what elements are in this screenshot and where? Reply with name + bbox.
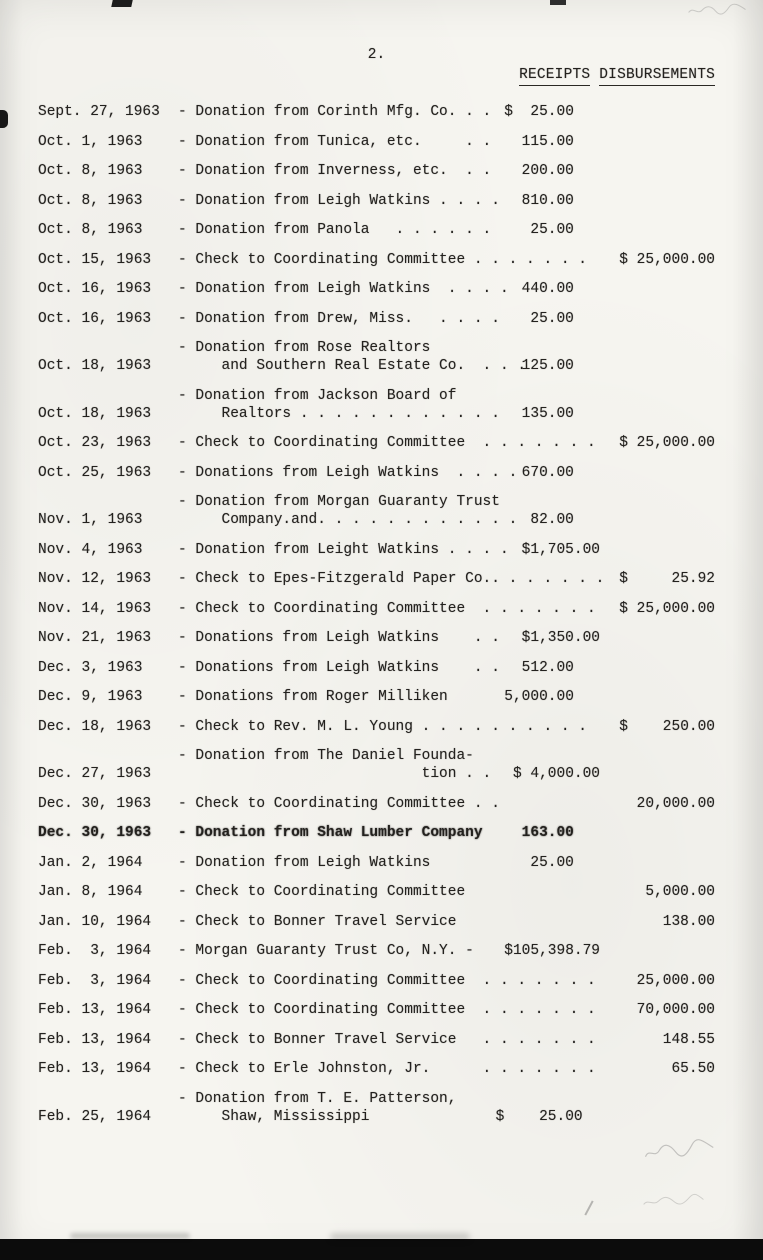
- entry-receipt-amount: 25.00: [530, 310, 600, 327]
- ledger-row: [38, 133, 715, 151]
- pencil-scribble-icon: [681, 0, 754, 19]
- entry-date: Nov. 21, 1963: [38, 630, 152, 646]
- ledger-row: [38, 387, 715, 423]
- scan-artifact-smudge: [70, 1233, 190, 1239]
- entry-date: Oct. 23, 1963: [38, 435, 152, 451]
- entry-description: - Check to Epes-Fitzgerald Paper Co.. . . . . . .: [178, 571, 605, 587]
- pencil-scribble-icon: [635, 1189, 712, 1210]
- entry-date: Jan. 8, 1964: [38, 884, 143, 900]
- scan-artifact-smudge: [330, 1233, 470, 1241]
- entry-receipt-amount: 82.00: [530, 512, 600, 528]
- entry-date: Oct. 16, 1963: [38, 281, 152, 297]
- entry-description: - Donation from Rose Realtors and Southern Real Estate Co. . . .: [178, 340, 527, 374]
- entry-receipt-amount: 200.00: [521, 163, 600, 179]
- ledger-row: [38, 493, 715, 529]
- ledger-row: [38, 192, 715, 210]
- entry-disbursement-amount: $ 25,000.00: [619, 435, 715, 451]
- entry-date: Oct. 16, 1963: [38, 310, 152, 327]
- entry-receipt-amount: 163.00: [521, 825, 600, 841]
- entry-receipt-amount: 115.00: [521, 133, 600, 150]
- entry-description: - Donation from Tunica, etc. . .: [178, 133, 492, 150]
- entry-receipt-amount: $ 4,000.00: [512, 766, 600, 782]
- entry-description: - Check to Rev. M. L. Young . . . . . . . . . .: [178, 718, 587, 735]
- entry-date: Feb. 13, 1964: [38, 1002, 152, 1018]
- entry-date: Nov. 14, 1963: [38, 600, 152, 617]
- entry-description: - Donation from Jackson Board of Realtors . . . . . . . . . . . .: [178, 387, 500, 422]
- entry-description: - Check to Bonner Travel Service: [178, 913, 457, 930]
- entry-disbursement-amount: 5,000.00: [645, 884, 715, 900]
- entry-date: Feb. 3, 1964: [38, 972, 152, 989]
- entry-description: - Donation from T. E. Patterson, Shaw, Mississippi: [178, 1090, 457, 1125]
- ledger-row: [38, 1031, 715, 1049]
- entry-description: - Donation from Inverness, etc. . .: [178, 163, 492, 179]
- ledger-row: [38, 795, 715, 813]
- entry-description: - Donation from Leigh Watkins . . . .: [178, 281, 509, 297]
- entry-description: - Donation from Morgan Guaranty Trust Company.and. . . . . . . . . . . .: [178, 494, 518, 528]
- entry-receipt-amount: $ 25.00: [495, 1108, 600, 1125]
- entry-disbursement-amount: 25,000.00: [636, 972, 715, 989]
- entry-description: - Check to Bonner Travel Service . . . . . . .: [178, 1031, 596, 1048]
- ledger-row: [38, 162, 715, 180]
- entry-receipt-amount: $1,350.00: [521, 630, 600, 646]
- entry-date: Dec. 18, 1963: [38, 718, 152, 735]
- entry-description: - Donation from Corinth Mfg. Co. . .: [178, 104, 492, 120]
- entry-description: - Check to Coordinating Committee . . . . . . .: [178, 435, 596, 451]
- entry-description: - Donation from The Daniel Founda- tion . .: [178, 748, 492, 782]
- ledger-row: [38, 1060, 715, 1078]
- ledger-row: [38, 310, 715, 328]
- entry-date: Dec. 30, 1963: [38, 795, 152, 812]
- entry-disbursement-amount: $ 250.00: [619, 718, 715, 735]
- entry-date: Oct. 18, 1963: [38, 358, 152, 374]
- entry-date: Dec. 9, 1963: [38, 689, 143, 705]
- ledger-row: [38, 747, 715, 783]
- entry-description: - Donation from Drew, Miss. . . . .: [178, 310, 500, 327]
- ledger-row: [38, 824, 715, 842]
- entry-date: Oct. 25, 1963: [38, 464, 152, 481]
- entry-date: Jan. 10, 1964: [38, 913, 152, 930]
- entry-receipt-amount: 512.00: [521, 659, 600, 676]
- entry-disbursement-amount: 148.55: [662, 1031, 715, 1048]
- ledger-row: [38, 434, 715, 452]
- entry-date: Dec. 30, 1963: [38, 825, 152, 841]
- ledger-row: [38, 972, 715, 990]
- ledger-row: [38, 280, 715, 298]
- entry-receipt-amount: 135.00: [521, 405, 600, 422]
- entry-description: - Donations from Leigh Watkins . .: [178, 659, 500, 676]
- entry-description: - Check to Erle Johnston, Jr. . . . . . . .: [178, 1061, 596, 1077]
- ledger: [38, 103, 715, 1126]
- entry-description: - Donation from Leigh Watkins: [178, 854, 431, 871]
- entry-disbursement-amount: 70,000.00: [636, 1002, 715, 1018]
- entry-date: Jan. 2, 1964: [38, 854, 143, 871]
- entry-date: Oct. 8, 1963: [38, 222, 143, 238]
- entry-date: Sept. 27, 1963: [38, 104, 160, 120]
- ledger-row: [38, 103, 715, 121]
- entry-date: Nov. 12, 1963: [38, 571, 152, 587]
- entry-receipt-amount: 25.00: [530, 854, 600, 871]
- entry-description: - Donation from Panola . . . . . .: [178, 222, 492, 238]
- entry-receipt-amount: 125.00: [521, 358, 600, 374]
- entry-description: - Check to Coordinating Committee . .: [178, 795, 500, 812]
- ledger-row: [38, 913, 715, 931]
- entry-receipt-amount: 440.00: [521, 281, 600, 297]
- entry-receipt-amount: $1,705.00: [521, 541, 600, 558]
- entry-description: - Donations from Leigh Watkins . .: [178, 630, 500, 646]
- column-headers: [38, 66, 715, 86]
- entry-date: Feb. 25, 1964: [38, 1108, 152, 1125]
- ledger-row: [38, 1001, 715, 1019]
- disbursements-column-header: DISBURSEMENTS: [599, 66, 715, 86]
- entry-description: - Check to Coordinating Committee . . . . . . .: [178, 972, 596, 989]
- ledger-row: [38, 251, 715, 269]
- ledger-row: [38, 629, 715, 647]
- entry-date: Nov. 4, 1963: [38, 541, 143, 558]
- entry-date: Nov. 1, 1963: [38, 512, 143, 528]
- page-number: 2.: [367, 47, 386, 63]
- entry-date: Oct. 8, 1963: [38, 192, 143, 209]
- scan-artifact-edge-mark: [0, 110, 8, 128]
- entry-receipt-amount: 670.00: [521, 464, 600, 481]
- ledger-row: [38, 942, 715, 960]
- scan-artifact-pencil-slash: [584, 1200, 593, 1215]
- entry-receipt-amount: 810.00: [521, 192, 600, 209]
- pencil-scribble-icon: [636, 1135, 722, 1163]
- ledger-row: [38, 464, 715, 482]
- entry-description: - Check to Coordinating Committee . . . . . . .: [178, 600, 596, 617]
- entry-disbursement-amount: 20,000.00: [636, 795, 715, 812]
- entry-date: Oct. 18, 1963: [38, 405, 152, 422]
- entry-date: Oct. 15, 1963: [38, 251, 152, 268]
- entry-receipt-amount: 25.00: [530, 222, 600, 238]
- entry-receipt-amount: 5,000.00: [504, 689, 600, 705]
- ledger-row: [38, 883, 715, 901]
- entry-description: - Donations from Roger Milliken: [178, 689, 448, 705]
- ledger-row: [38, 1090, 715, 1126]
- entry-description: - Morgan Guaranty Trust Co, N.Y. -: [178, 943, 474, 959]
- entry-description: - Check to Coordinating Committee . . . . . . .: [178, 1002, 596, 1018]
- entry-date: Dec. 3, 1963: [38, 659, 143, 676]
- entry-date: Dec. 27, 1963: [38, 766, 152, 782]
- entry-date: Oct. 1, 1963: [38, 133, 143, 150]
- ledger-row: [38, 854, 715, 872]
- ledger-row: [38, 570, 715, 588]
- entry-disbursement-amount: $ 25,000.00: [619, 600, 715, 617]
- entry-date: Feb. 13, 1964: [38, 1061, 152, 1077]
- entry-disbursement-amount: $ 25,000.00: [619, 251, 715, 268]
- entry-description: - Donation from Shaw Lumber Company: [178, 825, 483, 841]
- scan-artifact-top-mark: [550, 0, 566, 5]
- ledger-row: [38, 221, 715, 239]
- entry-date: Oct. 8, 1963: [38, 163, 143, 179]
- receipts-column-header: RECEIPTS: [519, 66, 590, 86]
- ledger-row: [38, 541, 715, 559]
- entry-disbursement-amount: 138.00: [662, 913, 715, 930]
- entry-disbursement-amount: $ 25.92: [619, 571, 715, 587]
- entry-description: - Donation from Leigh Watkins . . . .: [178, 192, 500, 209]
- entry-receipt-amount: $105,398.79: [504, 943, 600, 959]
- scan-artifact-top-mark: [111, 0, 132, 7]
- entry-receipt-amount: $ 25.00: [504, 104, 600, 120]
- entry-disbursement-amount: 65.50: [671, 1061, 715, 1077]
- ledger-row: [38, 718, 715, 736]
- scan-artifact-bottom-bar: [0, 1239, 763, 1260]
- entry-description: - Check to Coordinating Committee . . . . . . .: [178, 251, 587, 268]
- entry-date: Feb. 3, 1964: [38, 943, 152, 959]
- entry-description: - Check to Coordinating Committee: [178, 884, 466, 900]
- document-content: [38, 46, 715, 1126]
- entry-date: Feb. 13, 1964: [38, 1031, 152, 1048]
- ledger-row: [38, 659, 715, 677]
- ledger-row: [38, 339, 715, 375]
- ledger-row: [38, 600, 715, 618]
- entry-description: - Donations from Leigh Watkins . . . .: [178, 464, 518, 481]
- ledger-row: [38, 688, 715, 706]
- entry-description: - Donation from Leight Watkins . . . .: [178, 541, 509, 558]
